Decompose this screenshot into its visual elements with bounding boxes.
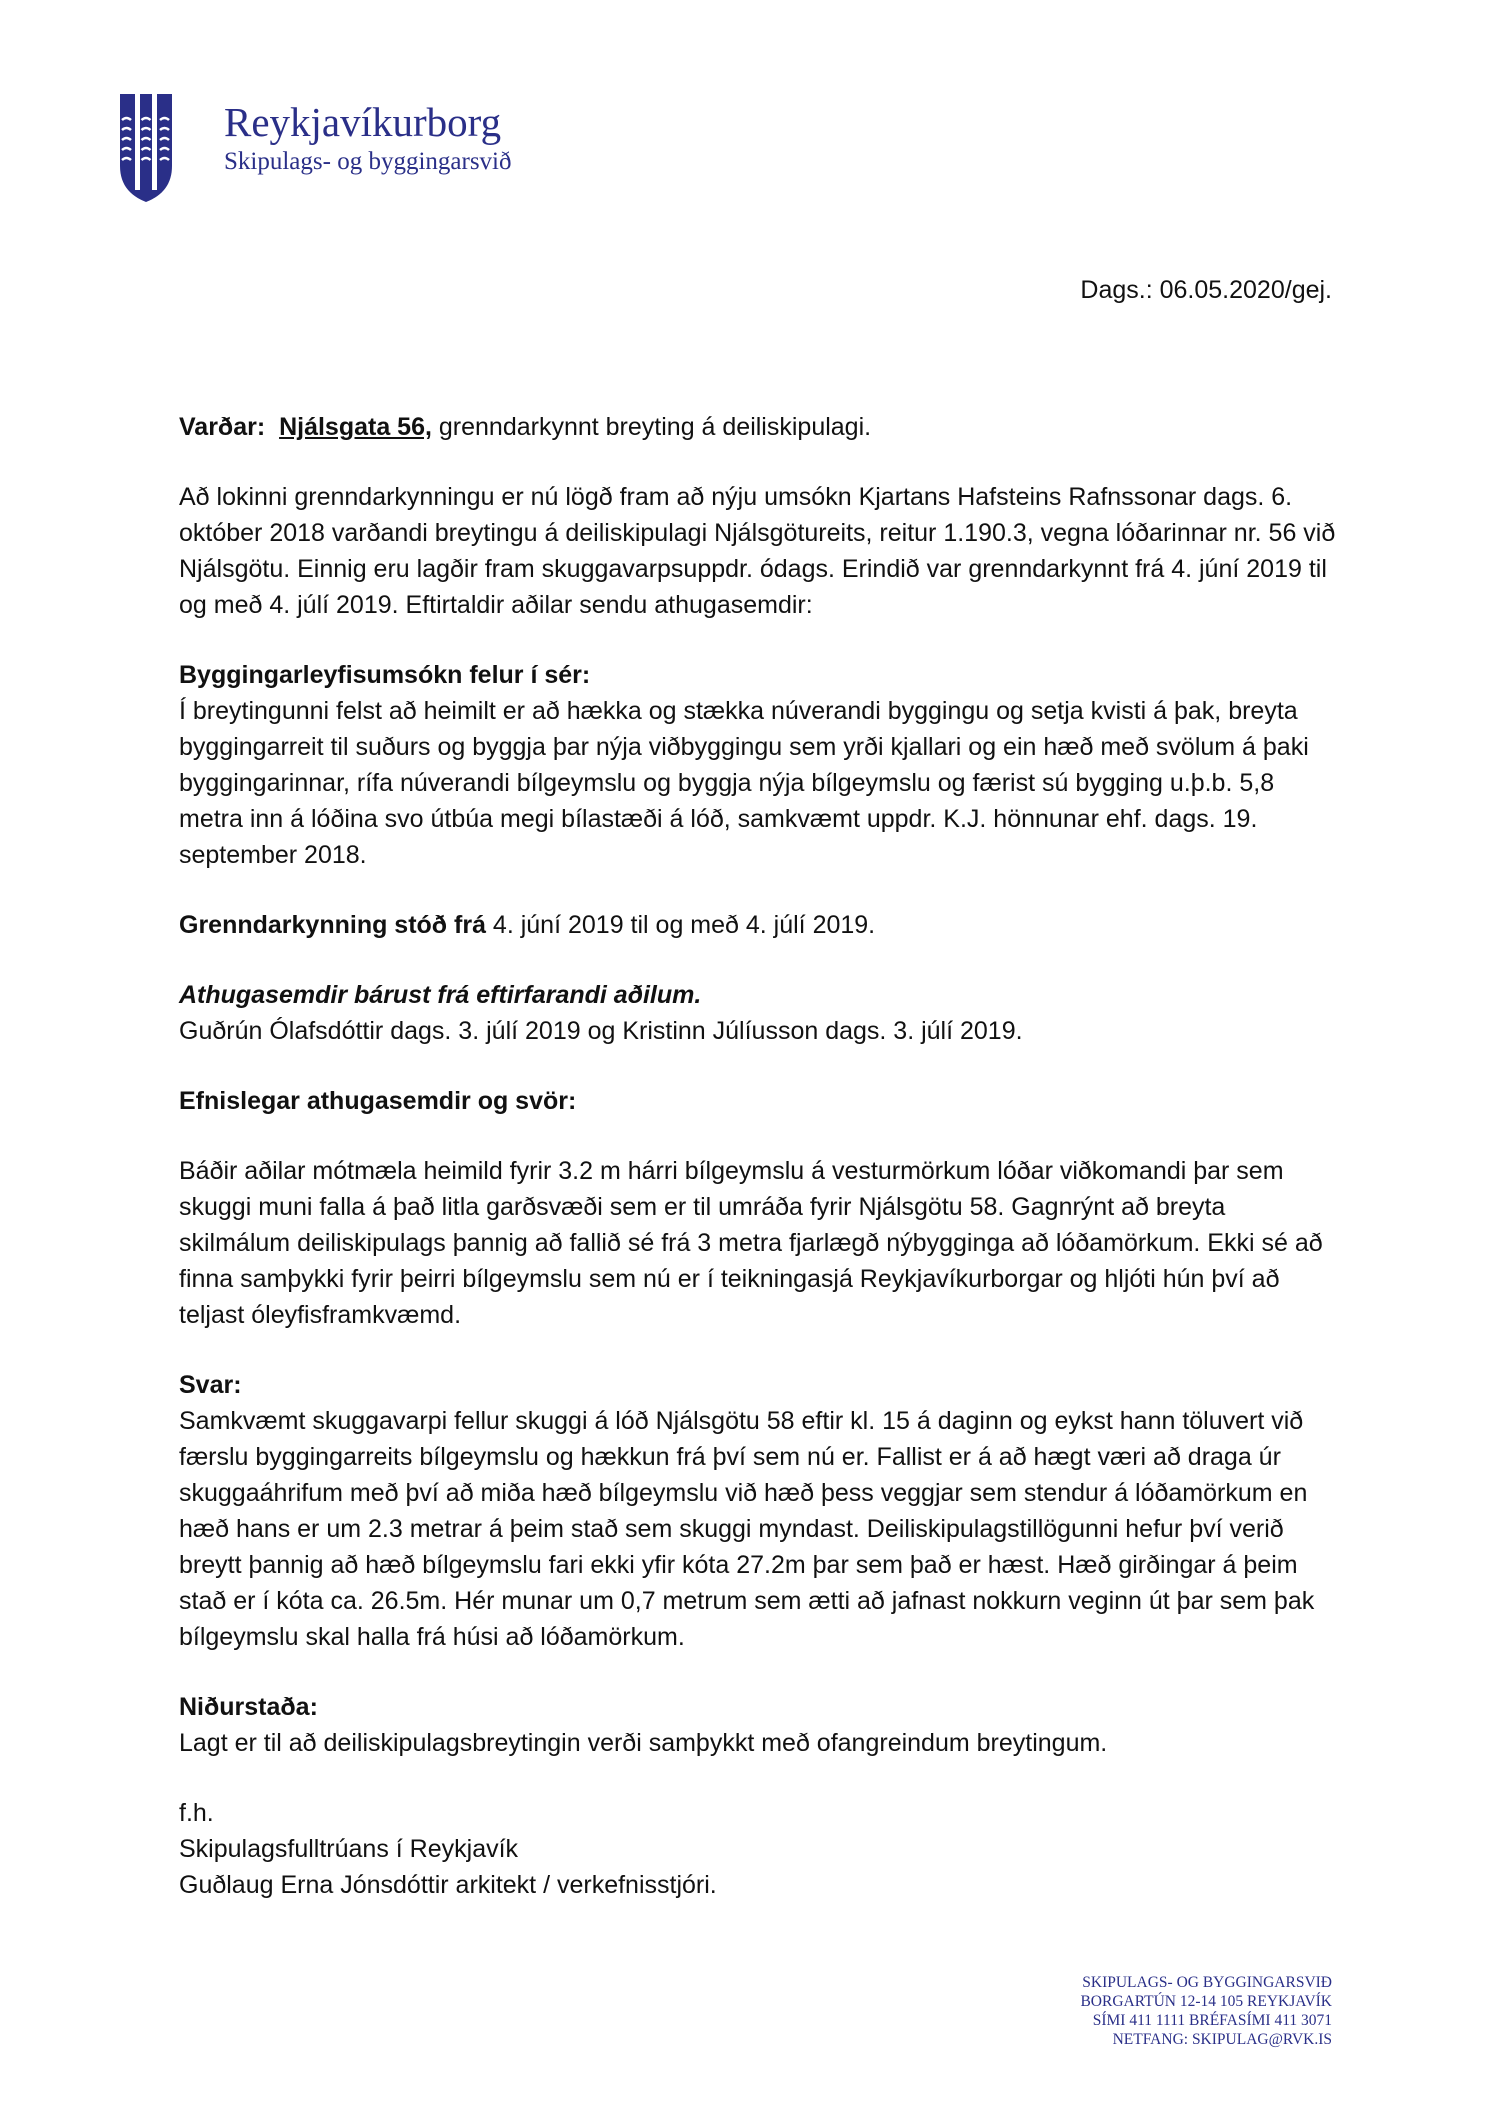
consultation-label: Grenndarkynning stóð frá	[179, 911, 486, 939]
consultation-line	[179, 907, 1339, 943]
answer-heading: Svar:	[179, 1371, 242, 1399]
comments-text: Báðir aðilar mótmæla heimild fyrir 3.2 m hárri bílgeymslu á vesturmörkum lóðar viðkomandi þar sem skuggi muni falla á það litla garðsvæði sem er til umráða fyrir Njálsgötu 58. Gagnrýnt að breyta skilmálum deiliskipulags þannig að fallið sé frá 3 metra fjarlægð nýbygginga að lóðamörkum. Ekki sé að finna samþykki fyrir þeirri bílgeymslu sem nú er í teikningasjá Reykjavíkurborgar og hljóti hún því að teljast óleyfisframkvæmd.	[179, 1157, 1323, 1329]
letter-body	[179, 409, 1339, 1903]
subject-line	[179, 409, 1339, 445]
signature-name: Guðlaug Erna Jónsdóttir arkitekt / verkefnisstjóri.	[179, 1871, 717, 1899]
footer-contact	[1080, 1973, 1332, 2049]
signature-fh: f.h.	[179, 1799, 214, 1827]
signature-office: Skipulagsfulltrúans í Reykjavík	[179, 1835, 519, 1863]
objections-text: Guðrún Ólafsdóttir dags. 3. júlí 2019 og Kristinn Júlíusson dags. 3. júlí 2019.	[179, 1017, 1023, 1045]
footer-email: NETFANG: SKIPULAG@RVK.IS	[1112, 2031, 1332, 2048]
footer-department: SKIPULAGS- OG BYGGINGARSVIÐ	[1082, 1974, 1332, 1991]
department-name: Skipulags- og byggingarsvið	[224, 148, 512, 175]
subject-label: Varðar:	[179, 413, 266, 441]
application-heading: Byggingarleyfisumsókn felur í sér:	[179, 661, 591, 689]
subject-text: grenndarkynnt breyting á deiliskipulagi.	[431, 413, 872, 441]
subject-address: Njálsgata 56,	[279, 413, 432, 441]
reykjavik-crest-icon	[118, 92, 174, 204]
consultation-period: 4. júní 2019 til og með 4. júlí 2019.	[485, 911, 876, 939]
footer-address: BORGARTÚN 12-14 105 REYKJAVÍK	[1080, 1993, 1332, 2010]
conclusion-heading: Niðurstaða:	[179, 1693, 318, 1721]
application-text: Í breytingunni felst að heimilt er að hækka og stækka núverandi byggingu og setja kvisti á þak, breyta byggingarreit til suðurs og byggja þar nýja viðbyggingu sem yrði kjallari og ein hæð með svölum á þaki byggingarinnar, rífa núverandi bílgeymslu og byggja nýja bílgeymslu og færist sú bygging u.þ.b. 5,8 metra inn á lóðina svo útbúa megi bílastæði á lóð, samkvæmt uppdr. K.J. hönnunar ehf. dags. 19. september 2018.	[179, 697, 1309, 869]
objections-heading: Athugasemdir bárust frá eftirfarandi aðilum.	[179, 981, 702, 1009]
intro-paragraph: Að lokinni grenndarkynningu er nú lögð fram að nýju umsókn Kjartans Hafsteins Rafnssonar dags. 6. október 2018 varðandi breytingu á deiliskipulagi Njálsgötureits, reitur 1.190.3, vegna lóðarinnar nr. 56 við Njálsgötu. Einnig eru lagðir fram skuggavarpsuppdr. ódags. Erindið var grenndarkynnt frá 4. júní 2019 til og með 4. júlí 2019. Eftirtaldir aðilar sendu athugasemdir:	[179, 483, 1336, 619]
org-name: Reykjavíkurborg	[224, 99, 502, 145]
answer-text: Samkvæmt skuggavarpi fellur skuggi á lóð Njálsgötu 58 eftir kl. 15 á daginn og eykst hann töluvert við færslu byggingarreits bílgeymslu og hækkun frá því sem nú er. Fallist er á að hægt væri að draga úr skuggaáhrifum með því að miða hæð bílgeymslu við hæð þess veggjar sem stendur á lóðamörkum en hæð hans er um 2.3 metrar á þeim stað sem skuggi myndast. Deiliskipulagstillögunni hefur því verið breytt þannig að hæð bílgeymslu fari ekki yfir kóta 27.2m þar sem það er hæst. Hæð girðingar á þeim stað er í kóta ca. 26.5m. Hér munar um 0,7 metrum sem ætti að jafnast nokkurn veginn út þar sem þak bílgeymslu skal halla frá húsi að lóðamörkum.	[179, 1407, 1315, 1651]
document-date: Dags.: 06.05.2020/gej.	[1080, 276, 1332, 304]
conclusion-text: Lagt er til að deiliskipulagsbreytingin verði samþykkt með ofangreindum breytingum.	[179, 1729, 1108, 1757]
comments-heading: Efnislegar athugasemdir og svör:	[179, 1087, 577, 1115]
footer-phone: SÍMI 411 1111 BRÉFASÍMI 411 3071	[1092, 2012, 1332, 2029]
